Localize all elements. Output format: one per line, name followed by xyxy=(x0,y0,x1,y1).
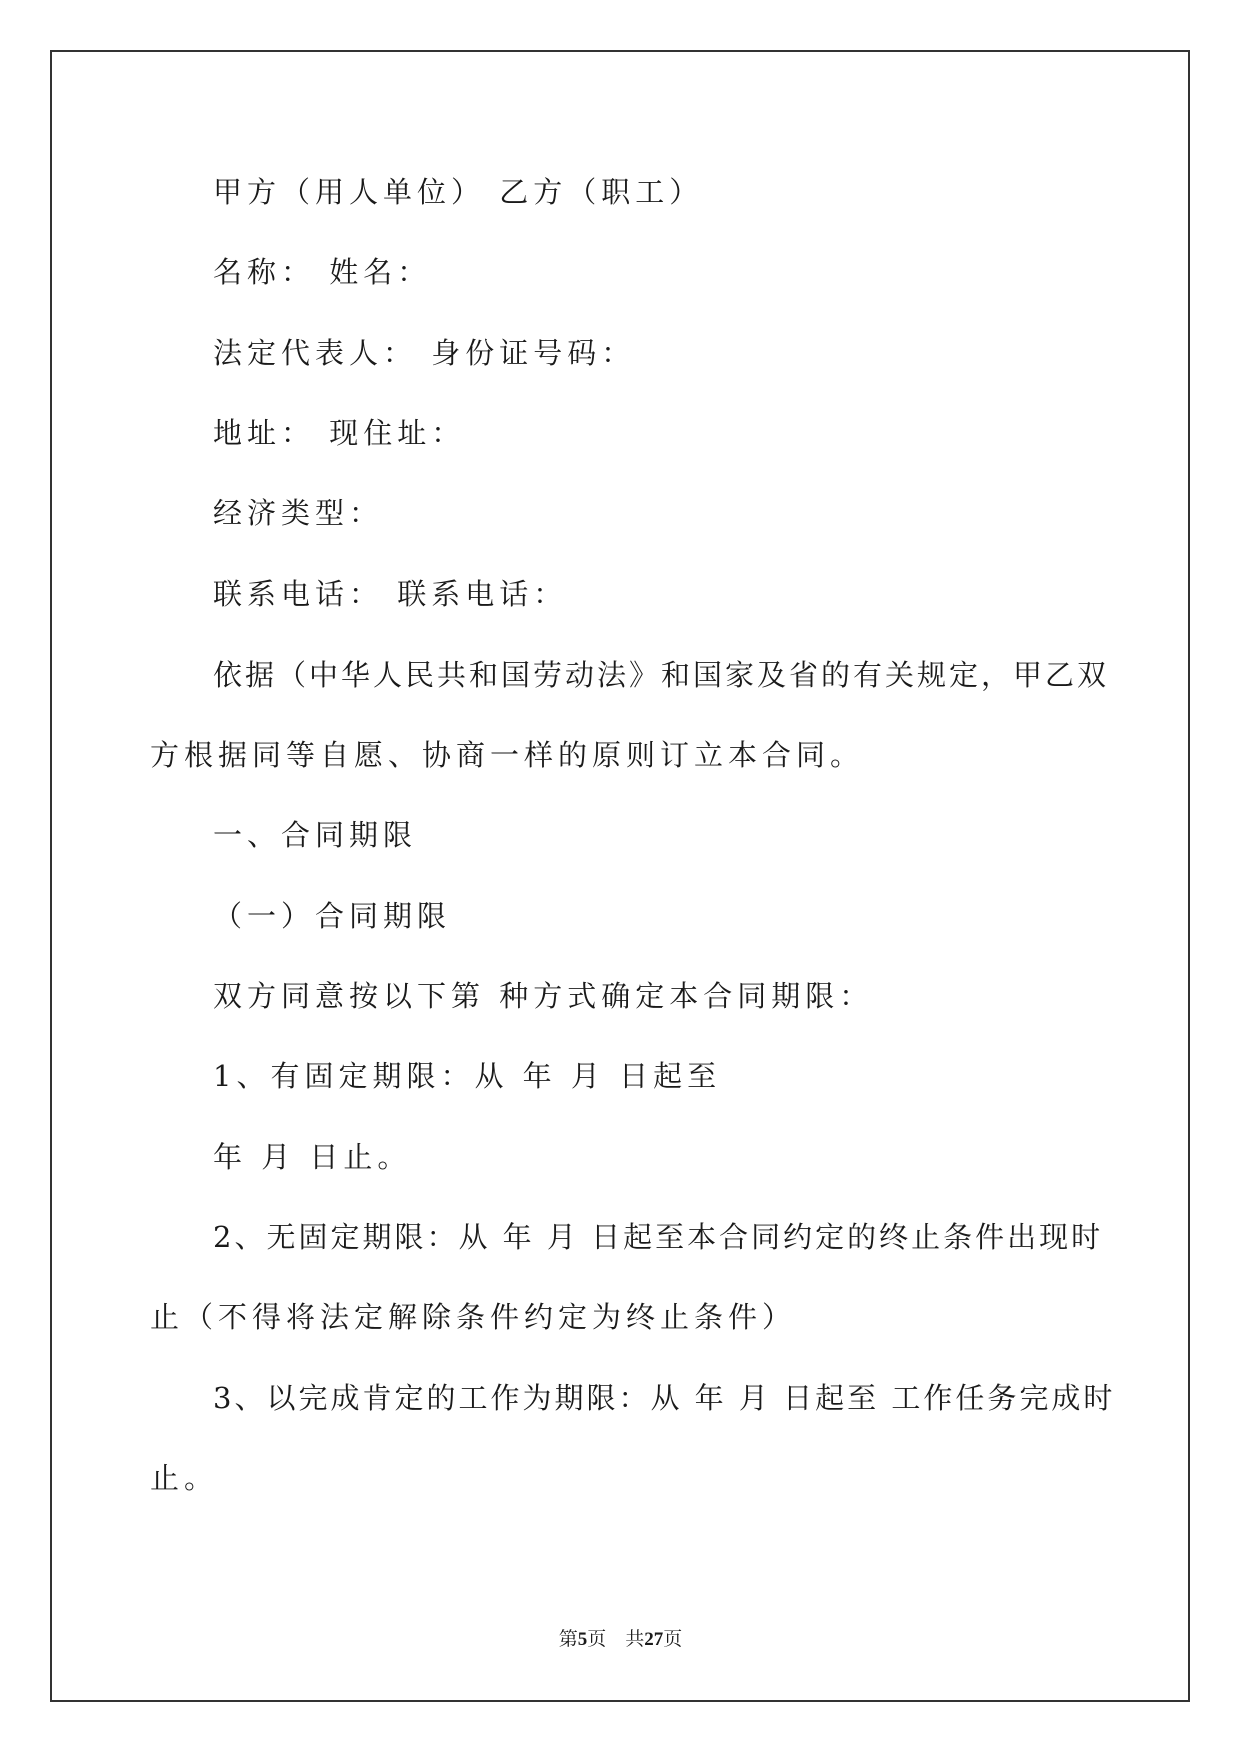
footer-total-pages: 27 xyxy=(644,1629,664,1650)
task-term-line-1: 3、以完成肯定的工作为期限：从 年 月 日起至 工作任务完成时 xyxy=(213,1381,1116,1415)
term-choice-line: 双方同意按以下第 种方式确定本合同期限： xyxy=(213,979,874,1013)
page-border xyxy=(50,50,1190,1702)
paragraph-basis-line-2: 方根据同等自愿、协商一样的原则订立本合同。 xyxy=(150,738,865,772)
section-heading: 一、合同期限 xyxy=(213,818,418,852)
fixed-term-line: 1、有固定期限：从 年 月 日起至 xyxy=(213,1059,722,1093)
page-footer xyxy=(0,1624,1241,1651)
task-term-line-2: 止。 xyxy=(150,1461,219,1495)
open-term-line-2: 止（不得将法定解除条件约定为终止条件） xyxy=(150,1300,797,1334)
phone-line: 联系电话： 联系电话： xyxy=(213,577,568,611)
subsection-heading: （一）合同期限 xyxy=(213,899,452,933)
representative-line: 法定代表人： 身份证号码： xyxy=(213,336,636,370)
footer-prefix: 第 xyxy=(558,1629,578,1650)
paragraph-basis-line-1: 依据（中华人民共和国劳动法》和国家及省的有关规定，甲乙双 xyxy=(213,658,1110,692)
address-line: 地址： 现住址： xyxy=(213,416,466,450)
name-line: 名称： 姓名： xyxy=(213,255,432,289)
economic-type-line: 经济类型： xyxy=(213,496,384,530)
footer-page-number: 5 xyxy=(577,1629,588,1650)
open-term-line-1: 2、无固定期限：从 年 月 日起至本合同约定的终止条件出现时 xyxy=(213,1220,1104,1254)
party-header-line: 甲方（用人单位） 乙方（职工） xyxy=(213,175,704,209)
footer-total-word: 页 xyxy=(663,1629,683,1650)
footer-total-prefix: 共 xyxy=(625,1629,645,1650)
fixed-term-end-line: 年 月 日止。 xyxy=(213,1140,412,1174)
footer-page-word: 页 xyxy=(587,1629,607,1650)
